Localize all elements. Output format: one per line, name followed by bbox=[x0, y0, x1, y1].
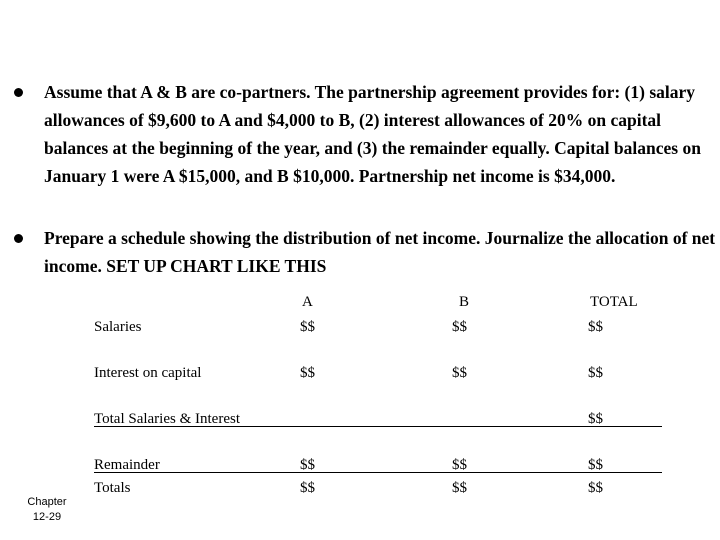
remainder-a-value: $$ bbox=[300, 457, 315, 473]
totals-a-value: $$ bbox=[300, 480, 315, 496]
salaries-total-value: $$ bbox=[588, 319, 603, 335]
interest-a-value: $$ bbox=[300, 365, 315, 381]
total-salaries-interest-value: $$ bbox=[588, 411, 603, 427]
bullet-icon bbox=[14, 88, 23, 97]
chapter-text: Chapter bbox=[27, 496, 67, 508]
totals-b-value: $$ bbox=[452, 480, 467, 496]
remainder-total-value: $$ bbox=[588, 457, 603, 473]
instructions: Prepare a schedule showing the distribution of net income. Journalize the allocation of net income. SET UP CHART LIKE THIS bbox=[44, 228, 716, 276]
row-label-interest: Interest on capital bbox=[94, 365, 202, 381]
row-label-total-salaries-interest: Total Salaries & Interest bbox=[94, 411, 240, 427]
interest-b-value: $$ bbox=[452, 365, 467, 381]
chapter-label bbox=[22, 495, 72, 525]
salaries-b-value: $$ bbox=[452, 319, 467, 335]
totals-total-value: $$ bbox=[588, 480, 603, 496]
bullet-icon bbox=[14, 234, 23, 243]
row-label-salaries: Salaries bbox=[94, 319, 142, 335]
column-header-a: A bbox=[302, 294, 313, 310]
underline-remainder bbox=[94, 472, 662, 473]
column-header-total: TOTAL bbox=[590, 294, 638, 310]
column-header-b: B bbox=[459, 294, 470, 310]
interest-total-value: $$ bbox=[588, 365, 603, 381]
row-label-remainder: Remainder bbox=[94, 457, 160, 473]
underline-total-salaries-interest bbox=[94, 426, 662, 427]
salaries-a-value: $$ bbox=[300, 319, 315, 335]
row-label-totals: Totals bbox=[94, 480, 131, 496]
page-number: 12-29 bbox=[32, 511, 62, 523]
problem-statement: Assume that A & B are co-partners. The partnership agreement provides for: (1) salary allowances of $9,600 to A and $4,000 to B, (2) interest allowances of 20% on capital balances at the beginning of the year, and (3) the remainder equally. Capital balances on January 1 were A $15,000, and B $10,000. Partnership net income is $34,000. bbox=[44, 82, 701, 186]
remainder-b-value: $$ bbox=[452, 457, 467, 473]
